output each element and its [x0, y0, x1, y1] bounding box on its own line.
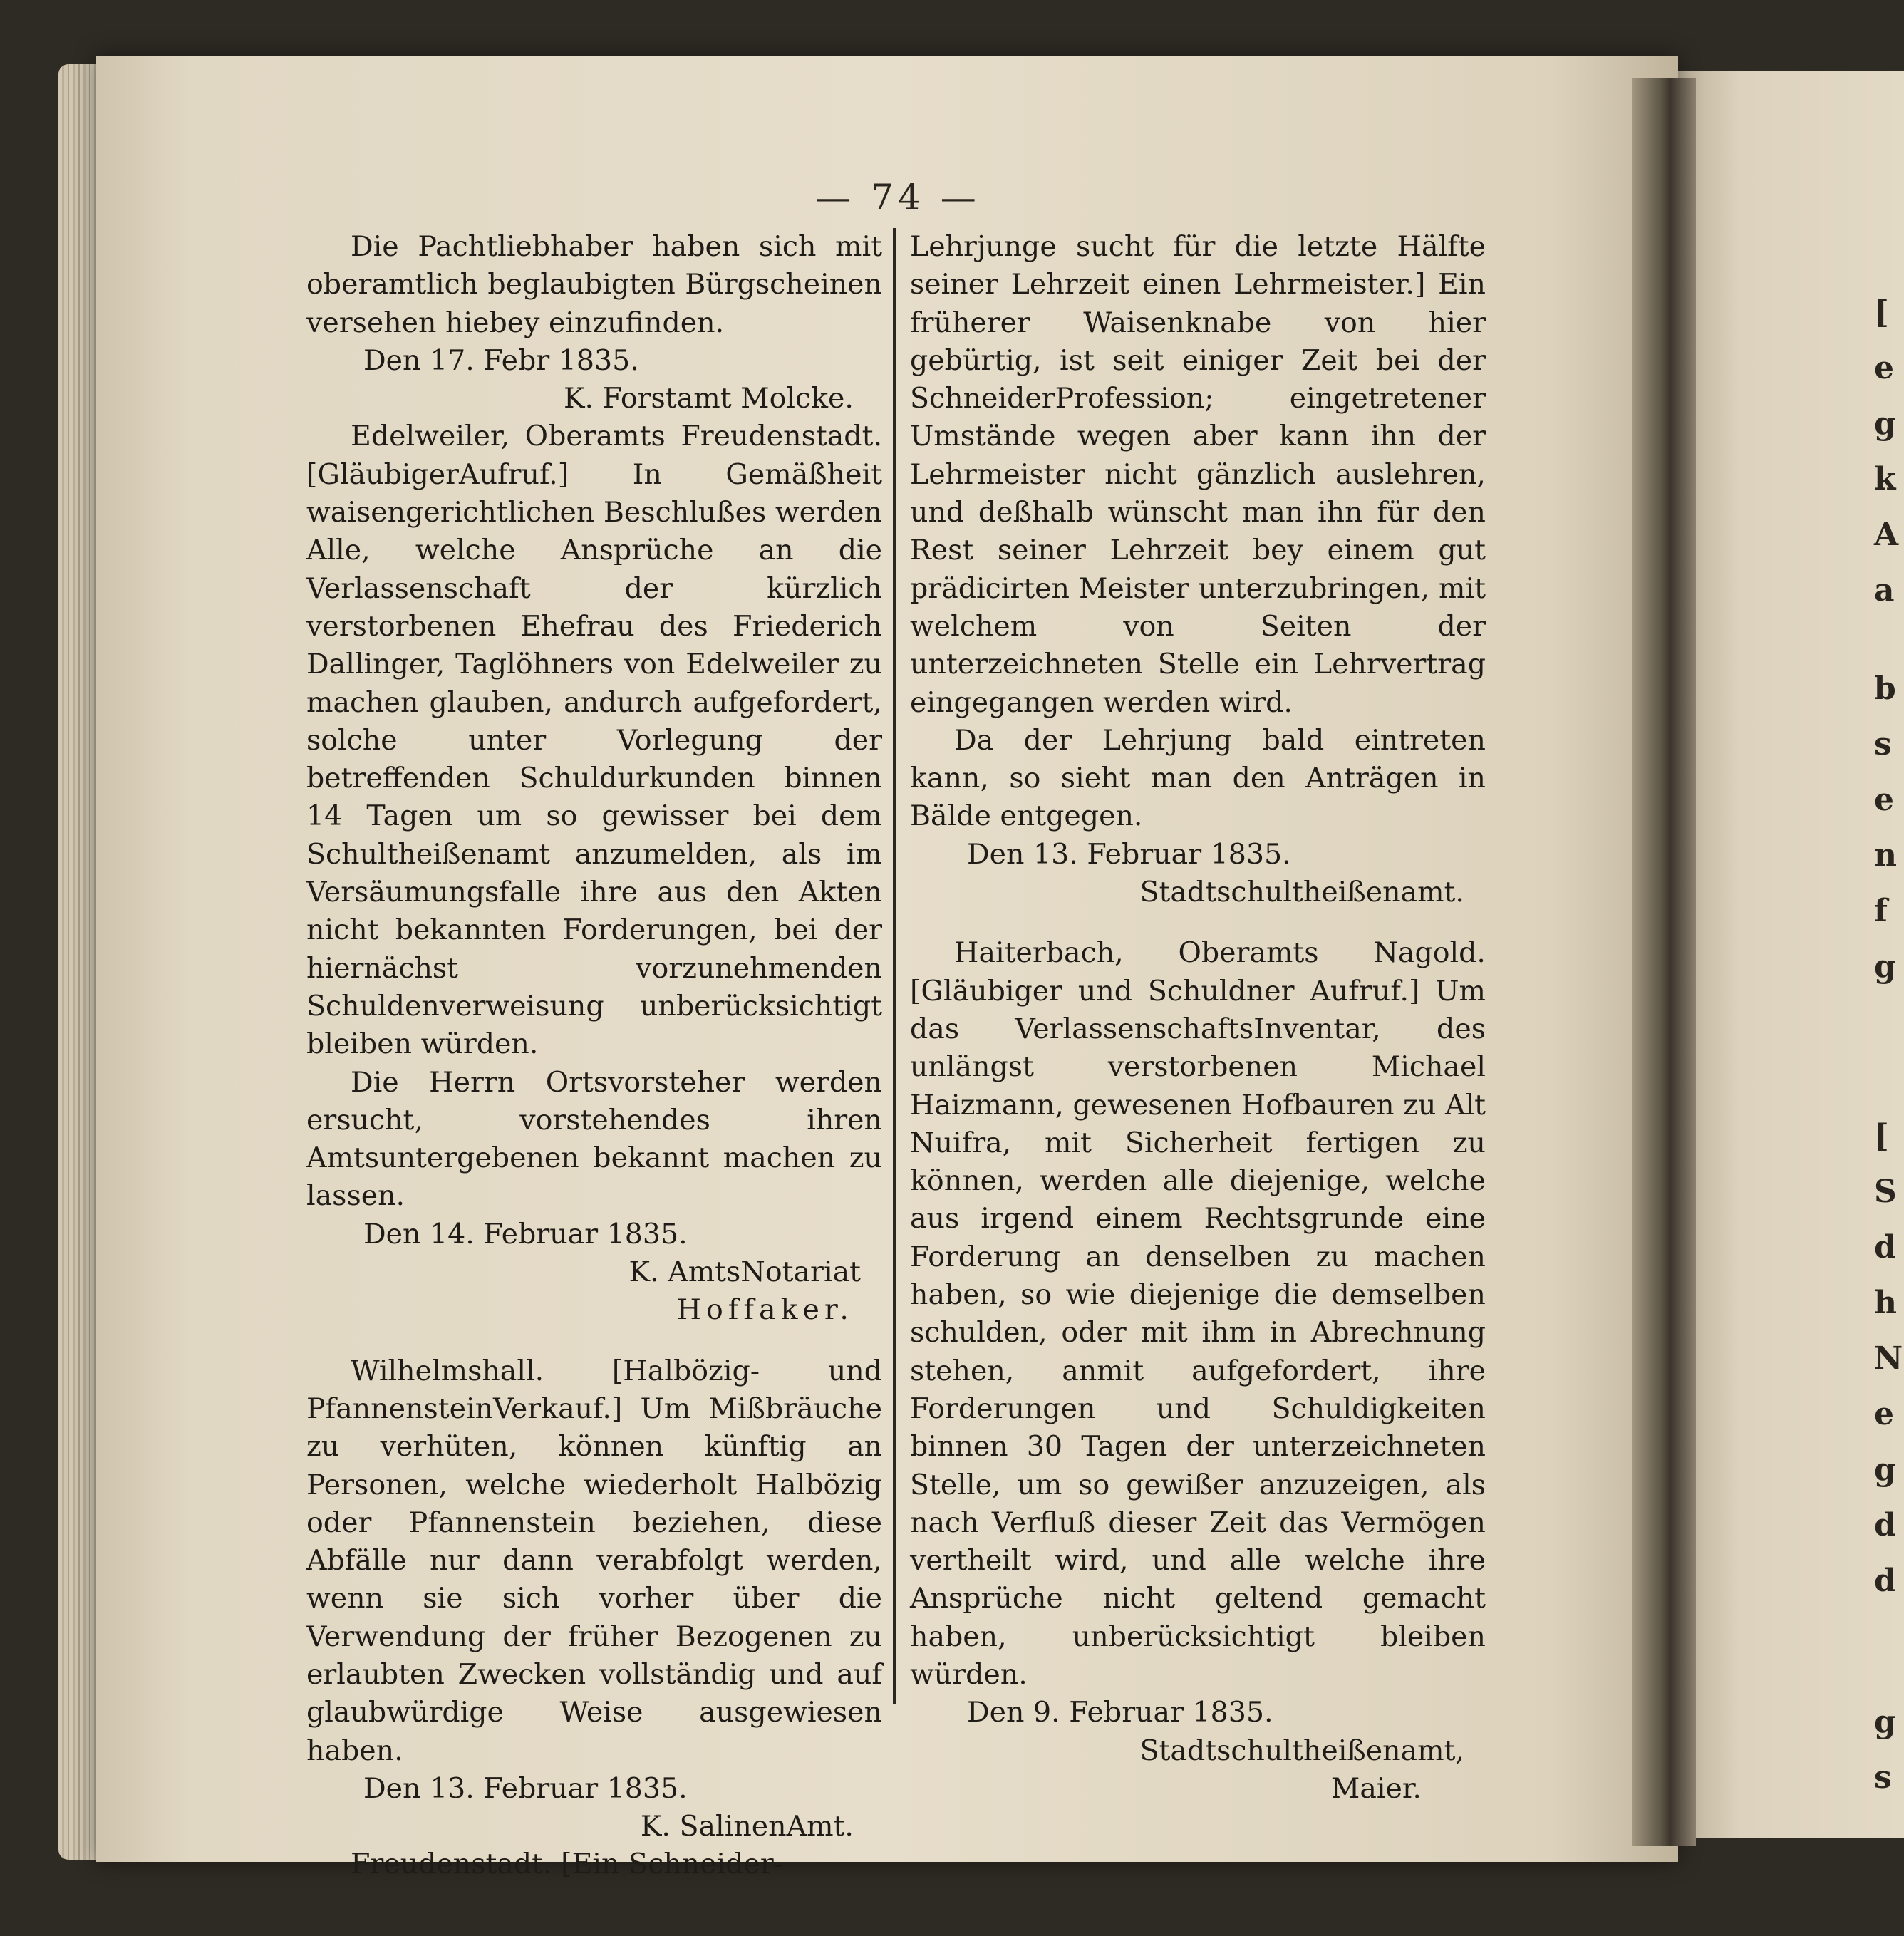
date-line: Den 13. Februar 1835.	[363, 1771, 688, 1805]
right-column	[910, 228, 1486, 1808]
date-line: Den 14. Februar 1835.	[363, 1217, 688, 1251]
notice-heading: Freudenstadt. [Ein Schneider-	[351, 1848, 784, 1881]
signature-line: K. AmtsNotariat	[628, 1256, 861, 1289]
left-column	[306, 228, 882, 1884]
page-number: — 74 —	[815, 177, 981, 218]
date-line: Den 17. Febr 1835.	[363, 343, 639, 377]
notice-paragraph: Edelweiler, Oberamts Freudenstadt. [GläubigerAufruf.] In Gemäßheit waisengerichtlichen Beschlußes werden Alle, welche Ansprüche an die Verlassenschaft der kürzlich verstorbenen Ehefrau des Friederich Dallinger, Taglöhners von Edelweiler zu machen glauben, andurch aufgefordert, solche unter Vorlegung der betreffenden Schuldurkunden binnen 14 Tagen um so gewisser bei dem Schultheißenamt anzumelden, als im Versäumungsfalle ihre aus den Akten nicht bekannten Forderungen, bei der hiernächst vorzunehmenden Schuldenverweisung unberücksichtigt bleiben würden.	[306, 420, 882, 1061]
signature-line: Stadtschultheißenamt,	[1139, 1734, 1464, 1767]
signature-name: Maier.	[1330, 1771, 1422, 1805]
paragraph: Die Herrn Ortsvorsteher werden ersucht, vorstehendes ihren Amtsuntergebenen bekannt machen zu lassen.	[306, 1065, 882, 1213]
signature-line: Stadtschultheißenamt.	[1139, 876, 1464, 909]
date-line: Den 13. Februar 1835.	[967, 837, 1291, 871]
column-rule	[893, 228, 896, 1704]
notice-paragraph: Wilhelmshall. [Halbözig- und PfannensteinVerkauf.] Um Mißbräuche zu verhüten, können künftig an Personen, welche wiederholt Halbözig oder Pfannenstein beziehen, diese Abfälle nur dann verabfolgt werden, wenn sie sich vorher über die Verwendung der früher Bezogenen zu erlaubten Zwecken vollständig und auf glaubwürdige Weise ausgewiesen haben.	[306, 1354, 882, 1767]
facing-page-fragment: [ e g k A a b s e n f g [ S d h N e g d d g s	[1874, 294, 1903, 1796]
book-gutter	[1632, 78, 1696, 1846]
notice-paragraph: Haiterbach, Oberamts Nagold. [Gläubiger und Schuldner Aufruf.] Um das VerlassenschaftsInventar, des unlängst verstorbenen Michael Haizmann, gewesenen Hofbauren zu Alt Nuifra, mit Sicherheit fertigen zu können, werden alle diejenige, welche aus irgend einem Rechtsgrunde eine Forderung an denselben zu machen haben, so wie diejenige die demselben schulden, oder mit ihm in Abrechnung stehen, anmit aufgefordert, ihre Forderungen und Schuldigkeiten binnen 30 Tagen der unterzeichneten Stelle, um so gewißer anzuzeigen, als nach Verfluß dieser Zeit das Vermögen vertheilt wird, und alle welche ihre Ansprüche nicht geltend gemacht haben, unberücksichtigt bleiben würden.	[910, 936, 1486, 1691]
paragraph: Da der Lehrjung bald eintreten kann, so sieht man den Anträgen in Bälde entgegen.	[910, 723, 1486, 833]
paragraph: Die Pachtliebhaber haben sich mit oberamtlich beglaubigten Bürgscheinen versehen hiebey einzufinden.	[306, 230, 882, 339]
facing-page	[1669, 71, 1904, 1838]
signature-line: K. SalinenAmt.	[640, 1810, 854, 1843]
signature-line: K. Forstamt Molcke.	[564, 382, 854, 415]
paragraph: Lehrjunge sucht für die letzte Hälfte seiner Lehrzeit einen Lehrmeister.] Ein früherer Waisenknabe von hier gebürtig, ist seit einiger Zeit bei der SchneiderProfession; eingetretener Umstände wegen aber kann ihn der Lehrmeister nicht gänzlich auslehren, und deßhalb wünscht man ihn für den Rest seiner Lehrzeit bey einem gut prädicirten Meister unterzubringen, mit welchem von Seiten der unterzeichneten Stelle ein Lehrvertrag eingegangen werden wird.	[910, 230, 1486, 719]
date-line: Den 9. Februar 1835.	[967, 1696, 1273, 1729]
signature-name: Hoffaker.	[676, 1293, 854, 1327]
